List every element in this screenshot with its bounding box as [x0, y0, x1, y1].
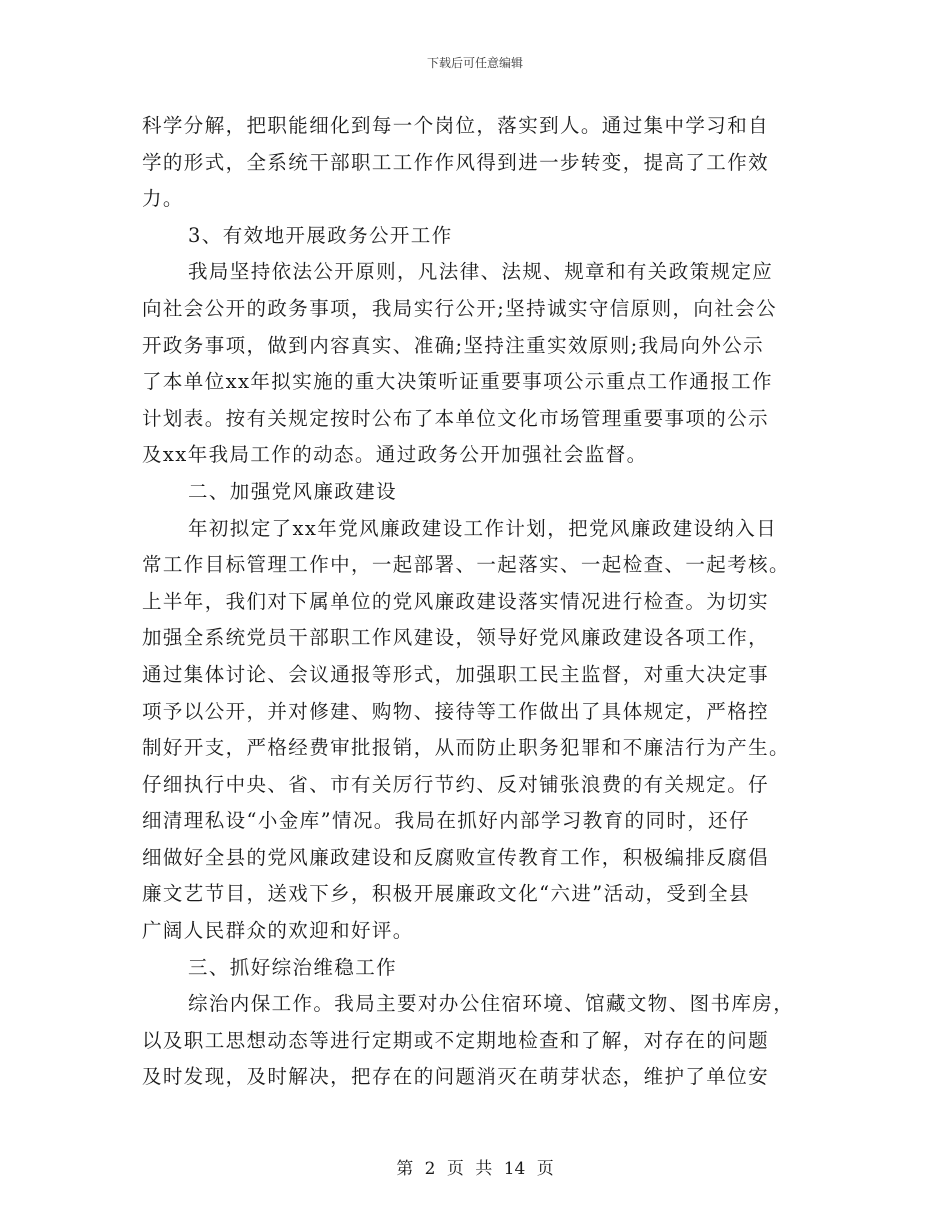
- text-line: 加强全系统党员干部职工作风建设，领导好党风廉政建设各项工作，: [142, 626, 770, 650]
- text-line: 上半年，我们对下属单位的党风廉政建设落实情况进行检查。为切实: [142, 589, 770, 613]
- text-line: 制好开支，严格经费审批报销，从而防止职务犯罪和不廉洁行为产生。: [142, 736, 790, 760]
- page-header-note: 下载后可任意编辑: [426, 56, 523, 70]
- text-line: 年初拟定了xx年党风廉政建设工作计划，把党风廉政建设纳入日: [188, 516, 778, 540]
- document-body: [142, 108, 808, 1096]
- text-line: 以及职工思想动态等进行定期或不定期地检查和了解，对存在的问题: [142, 1028, 770, 1052]
- text-line: 综治内保工作。我局主要对办公住宿环境、馆藏文物、图书库房，: [188, 992, 795, 1016]
- text-line: 了本单位xx年拟实施的重大决策听证重要事项公示重点工作通报工作: [142, 370, 773, 394]
- text-line: 力。: [142, 187, 184, 211]
- text-line: 科学分解，把职能细化到每一个岗位，落实到人。通过集中学习和自: [142, 114, 770, 137]
- text-line: 廉文艺节目，送戏下乡，积极开展廉政文化“六进”活动，受到全县: [142, 882, 750, 906]
- text-line: 学的形式，全系统干部职工工作作风得到进一步转变，提高了工作效: [142, 150, 770, 174]
- text-line: 及时发现，及时解决，把存在的问题消灭在萌芽状态，维护了单位安: [142, 1065, 770, 1089]
- text-line: 仔细执行中央、省、市有关厉行节约、反对铺张浪费的有关规定。仔: [142, 772, 770, 796]
- text-line: 常工作目标管理工作中，一起部署、一起落实、一起检查、一起考核。: [142, 553, 790, 577]
- text-line: 二、加强党风廉政建设: [188, 479, 398, 503]
- page-number: 第 2 页 共 14 页: [396, 1159, 554, 1179]
- text-line: 细清理私设“小金库”情况。我局在抓好内部学习教育的同时，还仔: [142, 809, 750, 833]
- text-line: 我局坚持依法公开原则，凡法律、法规、规章和有关政策规定应: [188, 260, 774, 284]
- text-line: 细做好全县的党风廉政建设和反腐败宣传教育工作，积极编排反腐倡: [142, 845, 770, 869]
- text-line: 广阔人民群众的欢迎和好评。: [142, 919, 414, 943]
- text-line: 计划表。按有关规定按时公布了本单位文化市场管理重要事项的公示: [142, 406, 770, 430]
- text-line: 通过集体讨论、会议通报等形式，加强职工民主监督，对重大决定事: [142, 662, 770, 686]
- text-line: 项予以公开，并对修建、购物、接待等工作做出了具体规定，严格控: [142, 699, 770, 723]
- text-line: 向社会公开的政务事项，我局实行公开;坚持诚实守信原则，向社会公: [142, 296, 777, 320]
- text-line: 及xx年我局工作的动态。通过政务公开加强社会监督。: [142, 443, 648, 467]
- text-line: 开政务事项，做到内容真实、准确;坚持注重实效原则;我局向外公示: [142, 333, 765, 357]
- text-line: 3、有效地开展政务公开工作: [188, 223, 453, 247]
- text-line: 三、抓好综治维稳工作: [188, 955, 398, 979]
